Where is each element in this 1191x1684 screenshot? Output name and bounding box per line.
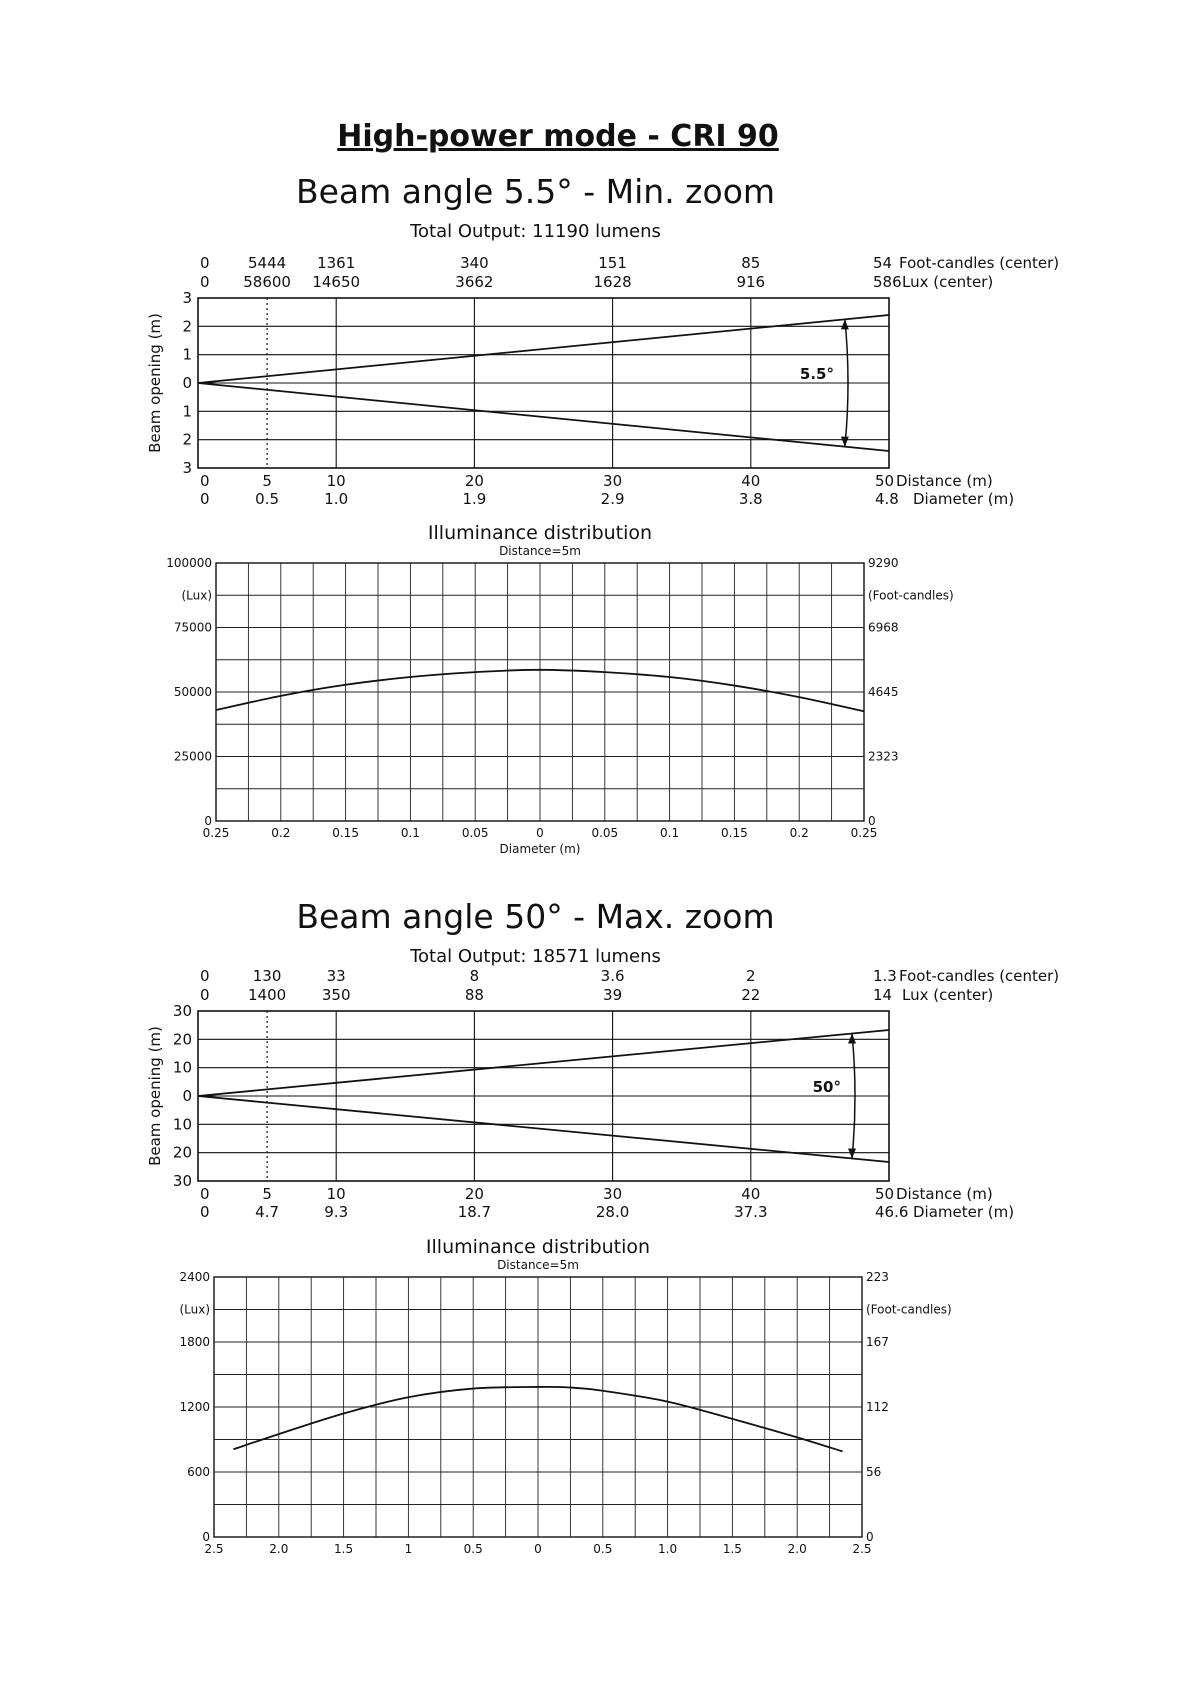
y-tick-label: 3 (182, 289, 192, 307)
distance-unit-label: Distance (m) (896, 1185, 993, 1203)
footcandle-value: 340 (460, 254, 489, 272)
lux-value: 39 (603, 986, 623, 1004)
y-tick-label: 1 (182, 345, 192, 364)
lux-value: 1400 (248, 986, 287, 1004)
diameter-tick-label: 1.0 (324, 490, 349, 508)
y-left-tick-label: 75000 (173, 620, 212, 635)
distance-tick-label: 50 (875, 1185, 895, 1203)
distance-tick-label: 40 (741, 472, 761, 490)
lux-value: 916 (736, 273, 766, 291)
illuminance-title: Illuminance distribution (425, 1236, 651, 1258)
diameter-tick-label: 2.9 (600, 490, 625, 508)
x-axis-title: Diameter (m) (499, 842, 581, 856)
x-tick-label: 0.2 (271, 826, 291, 840)
x-tick-label: 0.25 (202, 826, 230, 840)
x-tick-label: 1.5 (334, 1542, 354, 1556)
lux-value: 14 (873, 986, 893, 1004)
y-left-tick-label: 0 (204, 814, 212, 828)
y-left-tick-label: 1200 (179, 1400, 210, 1414)
footcandle-value: 54 (873, 254, 893, 272)
distance-tick-label: 0 (200, 472, 210, 490)
diameter-tick-label: 9.3 (324, 1203, 349, 1221)
diameter-tick-label: 37.3 (734, 1203, 768, 1221)
y-right-tick-label: 0 (868, 814, 876, 828)
x-tick-label: 1 (404, 1542, 413, 1556)
total-output-label: Total Output: 11190 lumens (410, 221, 661, 242)
x-tick-label: 1.5 (722, 1542, 742, 1556)
lux-value: 22 (741, 986, 761, 1004)
diameter-tick-label: 0.5 (255, 490, 280, 508)
footcandle-unit-label: (Foot-candles) (868, 588, 954, 603)
beam-edge-line (198, 383, 889, 451)
arc-arrowhead-top (841, 319, 849, 329)
footcandle-value: 2 (746, 967, 756, 985)
beam-chart-title: Beam angle 50° - Max. zoom (296, 897, 775, 936)
illuminance-title: Illuminance distribution (427, 522, 653, 544)
y-tick-label: 20 (172, 1030, 192, 1049)
distance-tick-label: 10 (326, 472, 346, 490)
total-output-label: Total Output: 18571 lumens (410, 946, 661, 967)
arc-arrowhead-bottom (848, 1148, 856, 1158)
y-tick-label: 0 (182, 374, 192, 392)
footcandle-value: 5444 (248, 254, 287, 272)
arc-arrowhead-top (848, 1034, 856, 1044)
beam-chart-title: Beam angle 5.5° - Min. zoom (295, 172, 776, 211)
beam-chart-max-zoom (146, 897, 1059, 1221)
lux-value: 350 (321, 986, 351, 1004)
footcandle-value: 1361 (317, 254, 356, 272)
y-axis-title: Beam opening (m) (146, 313, 164, 453)
distance-tick-label: 0 (200, 1185, 210, 1203)
beam-angle-label: 50° (812, 1078, 841, 1096)
illuminance-chart-min-zoom (166, 522, 954, 856)
lux-value: 14650 (312, 273, 361, 291)
diameter-tick-label: 18.7 (457, 1203, 492, 1221)
y-left-tick-label: 600 (187, 1465, 210, 1479)
y-right-tick-label: 0 (866, 1530, 874, 1544)
y-right-tick-label: 6968 (868, 620, 899, 635)
beam-angle-label: 5.5° (799, 365, 834, 383)
lux-value: 3662 (455, 273, 494, 291)
x-tick-label: 0.5 (463, 1542, 483, 1556)
lux-unit-label: (Lux) (179, 1302, 210, 1317)
footcandle-value: 3.6 (600, 967, 625, 985)
x-tick-label: 1.0 (658, 1542, 678, 1556)
footcandle-unit-label: Foot-candles (center) (899, 967, 1060, 985)
diameter-tick-label: 4.8 (875, 490, 899, 508)
y-tick-label: 10 (172, 1115, 192, 1134)
distance-tick-label: 20 (464, 472, 484, 490)
arc-arrowhead-bottom (841, 437, 849, 447)
footcandle-value: 151 (598, 254, 627, 272)
distance-unit-label: Distance (m) (896, 472, 993, 490)
illuminance-distance-label: Distance=5m (499, 544, 581, 558)
y-tick-label: 30 (172, 1002, 192, 1020)
lux-value: 586 (873, 273, 902, 291)
distance-tick-label: 40 (741, 1185, 761, 1203)
beam-edge-line (198, 1030, 889, 1096)
diameter-unit-label: Diameter (m) (913, 490, 1015, 508)
x-tick-label: 0 (534, 1542, 542, 1556)
y-tick-label: 2 (182, 317, 192, 336)
footcandle-unit-label: Foot-candles (center) (899, 254, 1060, 272)
diameter-tick-label: 1.9 (462, 490, 487, 508)
footcandle-value: 8 (469, 967, 480, 985)
y-tick-label: 1 (182, 402, 192, 421)
page-title: High-power mode - CRI 90 (337, 119, 779, 154)
y-right-tick-label: 223 (866, 1270, 889, 1284)
footcandle-value: 1.3 (873, 967, 897, 985)
footcandle-value: 130 (252, 967, 282, 985)
y-right-tick-label: 112 (866, 1400, 889, 1414)
lux-unit-label: Lux (center) (902, 986, 994, 1004)
footcandle-unit-label: (Foot-candles) (866, 1302, 952, 1317)
diameter-tick-label: 46.6 (875, 1203, 909, 1221)
distance-tick-label: 50 (875, 472, 895, 490)
distance-tick-label: 10 (326, 1185, 346, 1203)
y-right-tick-label: 167 (866, 1335, 889, 1349)
diameter-tick-label: 3.8 (738, 490, 763, 508)
diameter-tick-label: 4.7 (255, 1203, 280, 1221)
x-tick-label: 2.5 (204, 1542, 224, 1556)
y-left-tick-label: 100000 (166, 556, 212, 570)
lux-value: 88 (464, 986, 484, 1004)
footcandle-value: 33 (326, 967, 346, 985)
distance-tick-label: 30 (603, 1185, 623, 1203)
distance-tick-label: 5 (262, 472, 272, 490)
x-tick-label: 2.0 (269, 1542, 289, 1556)
y-right-tick-label: 9290 (868, 556, 899, 570)
beam-chart-min-zoom (146, 172, 1059, 508)
footcandle-value: 0 (200, 254, 210, 272)
distance-tick-label: 20 (464, 1185, 484, 1203)
y-right-tick-label: 2323 (868, 749, 899, 764)
x-tick-label: 0.5 (593, 1542, 613, 1556)
x-tick-label: 0.1 (660, 826, 680, 840)
y-tick-label: 3 (182, 459, 192, 477)
y-left-tick-label: 25000 (173, 749, 212, 764)
x-tick-label: 0.2 (789, 826, 809, 840)
diameter-tick-label: 0 (200, 1203, 210, 1221)
y-tick-label: 0 (182, 1087, 192, 1105)
x-tick-label: 0.05 (591, 826, 619, 840)
y-tick-label: 20 (172, 1143, 192, 1162)
y-left-tick-label: 1800 (179, 1335, 210, 1349)
distance-tick-label: 30 (603, 472, 623, 490)
y-right-tick-label: 56 (866, 1465, 882, 1479)
x-tick-label: 2.5 (852, 1542, 872, 1556)
x-tick-label: 0.15 (721, 826, 748, 840)
lux-value: 0 (200, 986, 210, 1004)
y-axis-title: Beam opening (m) (146, 1026, 164, 1166)
lux-value: 58600 (243, 273, 291, 291)
y-right-tick-label: 4645 (868, 685, 899, 699)
x-tick-label: 0.05 (461, 826, 489, 840)
x-tick-label: 0.1 (400, 826, 420, 840)
x-tick-label: 0 (536, 826, 544, 840)
diameter-tick-label: 28.0 (595, 1203, 630, 1221)
footcandle-value: 0 (200, 967, 210, 985)
lux-value: 0 (200, 273, 210, 291)
lux-value: 1628 (593, 273, 632, 291)
x-tick-label: 0.15 (332, 826, 359, 840)
y-tick-label: 30 (172, 1172, 192, 1190)
y-tick-label: 10 (172, 1058, 192, 1077)
x-tick-label: 2.0 (787, 1542, 807, 1556)
lux-unit-label: (Lux) (181, 588, 212, 603)
lux-unit-label: Lux (center) (902, 273, 994, 291)
y-left-tick-label: 0 (202, 1530, 210, 1544)
diameter-tick-label: 0 (200, 490, 210, 508)
diameter-unit-label: Diameter (m) (913, 1203, 1015, 1221)
footcandle-value: 85 (741, 254, 761, 272)
distance-tick-label: 5 (262, 1185, 272, 1203)
y-left-tick-label: 50000 (173, 685, 212, 699)
x-tick-label: 0.25 (850, 826, 878, 840)
beam-edge-line (198, 315, 889, 383)
illuminance-distance-label: Distance=5m (497, 1258, 579, 1272)
y-tick-label: 2 (182, 430, 192, 449)
illuminance-chart-max-zoom (179, 1236, 951, 1556)
y-left-tick-label: 2400 (179, 1270, 210, 1284)
beam-edge-line (198, 1096, 889, 1162)
